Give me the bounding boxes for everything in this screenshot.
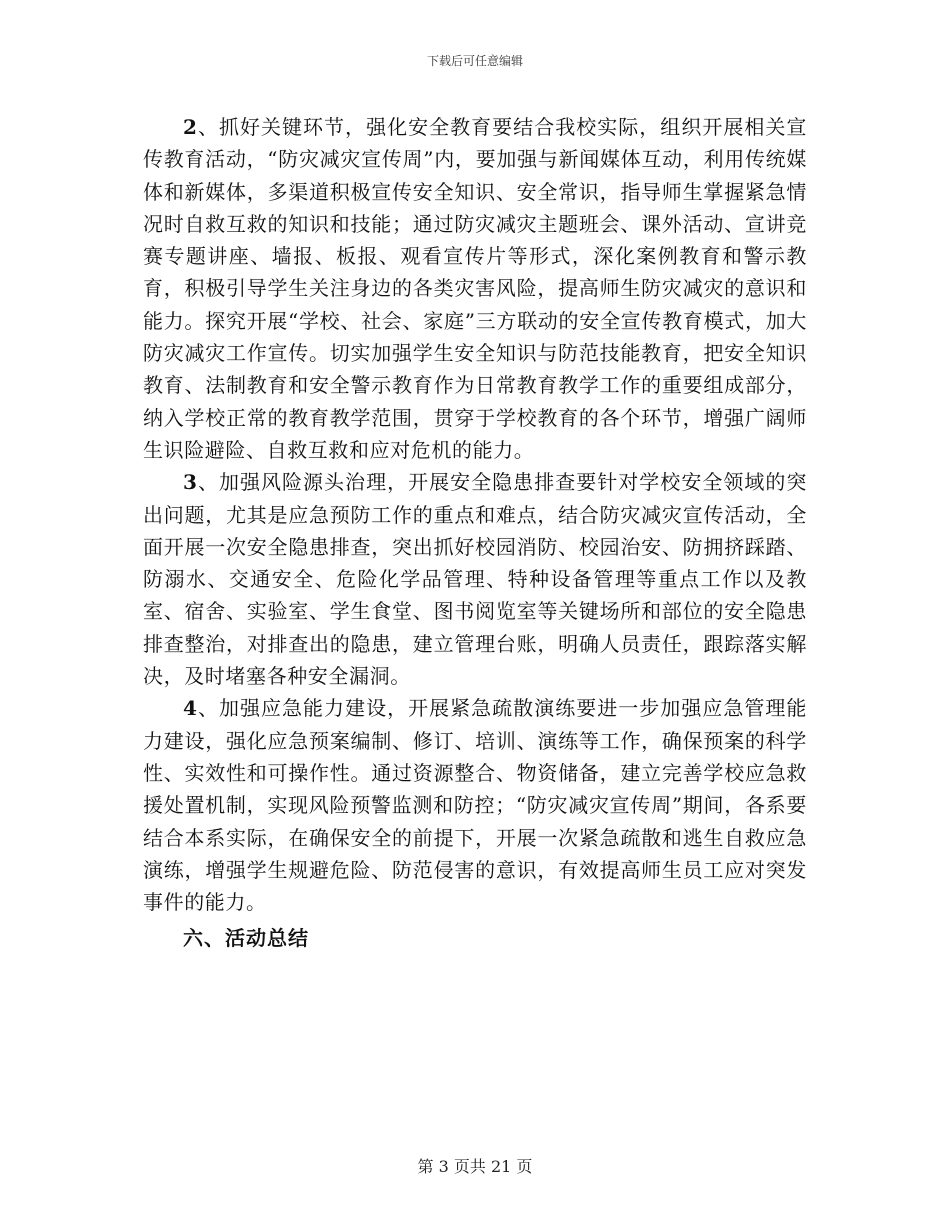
paragraph-item-4 (143, 692, 807, 918)
paragraph-text: 、加强风险源头治理，开展安全隐患排查要针对学校安全领域的突出问题，尤其是应急预防工作的重点和难点，结合防灾减灾宣传活动，全面开展一次安全隐患排查，突出抓好校园消防、校园治安、防拥挤踩踏、防溺水、交通安全、危险化学品管理、特种设备管理等重点工作以及教室、宿舍、实验室、学生食堂、图书阅览室等关键场所和部位的安全隐患排查整治，对排查出的隐患，建立管理台账，明确人员责任，跟踪落实解决，及时堵塞各种安全漏洞。 (143, 470, 807, 689)
paragraph-number: 3 (183, 470, 198, 495)
paragraph-item-2 (143, 111, 807, 466)
paragraph-text: 、抓好关键环节，强化安全教育要结合我校实际，组织开展相关宣传教育活动，“防灾减灾宣传周”内，要加强与新闻媒体互动，利用传统媒体和新媒体，多渠道积极宣传安全知识、安全常识，指导师生掌握紧急情况时自救互救的知识和技能；通过防灾减灾主题班会、课外活动、宣讲竞赛专题讲座、墙报、板报、观看宣传片等形式，深化案例教育和警示教育，积极引导学生关注身边的各类灾害风险，提高师生防灾减灾的意识和能力。探究开展“学校、社会、家庭”三方联动的安全宣传教育模式，加大防灾减灾工作宣传。切实加强学生安全知识与防范技能教育，把安全知识教育、法制教育和安全警示教育作为日常教育教学工作的重要组成部分，纳入学校正常的教育教学范围，贯穿于学校教育的各个环节，增强广阔师生识险避险、自救互救和应对危机的能力。 (143, 115, 807, 462)
page-number: 第 3 页共 21 页 (417, 1157, 533, 1176)
paragraph-number: 2 (183, 115, 198, 139)
section-heading: 六、活动总结 (183, 926, 309, 951)
page-header: 下载后可任意编辑 (426, 54, 523, 68)
paragraph-number: 4 (183, 696, 198, 721)
document-body (143, 111, 807, 954)
paragraph-item-3 (143, 466, 807, 692)
paragraph-text: 、加强应急能力建设，开展紧急疏散演练要进一步加强应急管理能力建设，强化应急预案编制、修订、培训、演练等工作，确保预案的科学性、实效性和可操作性。通过资源整合、物资储备，建立完善学校应急救援处置机制，实现风险预警监测和防控；“防灾减灾宣传周”期间，各系要结合本系实际，在确保安全的前提下，开展一次紧急疏散和逃生自救应急演练，增强学生规避危险、防范侵害的意识，有效提高师生员工应对突发事件的能力。 (143, 696, 807, 915)
